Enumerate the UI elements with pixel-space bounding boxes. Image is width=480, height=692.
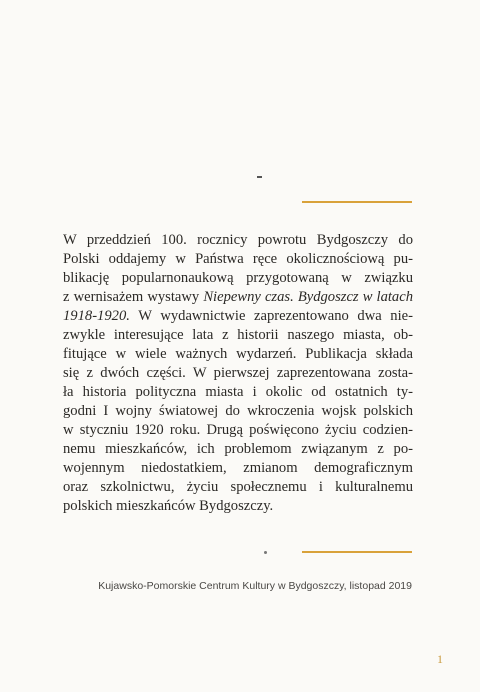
body-line: się z dwóch części. W pierwszej zaprezentowana zosta- <box>63 365 413 381</box>
body-line: nemu mieszkańców, ich problemom związanym z po- <box>63 441 413 457</box>
body-line: polskich mieszkańców Bydgoszczy. <box>63 498 274 514</box>
print-speck <box>264 551 267 554</box>
body-line: ła historia polityczna miasta i okolic od ostatnich ty- <box>63 384 413 400</box>
body-line-text: z wernisażem wystawy <box>63 289 204 305</box>
print-speck <box>257 176 262 178</box>
body-line: Polski oddajemy w Państwa ręce okolicznościową pu- <box>63 251 413 267</box>
body-line: blikację popularnonaukową przygotowaną w związku <box>63 270 413 286</box>
body-line: zwykle interesujące lata z historii naszego miasta, ob- <box>63 327 413 343</box>
body-line: w styczniu 1920 roku. Drugą poświęcono życiu codzien- <box>63 422 413 438</box>
exhibition-title-years: 1918-1920. <box>63 308 130 324</box>
bottom-divider <box>302 551 412 553</box>
body-line: fitujące w wiele ważnych wydarzeń. Publikacja składa <box>63 346 413 362</box>
body-line: godni I wojny światowej do wkroczenia wojsk polskich <box>63 403 413 419</box>
publisher-credit: Kujawsko-Pomorskie Centrum Kultury w Bydgoszczy, listopad 2019 <box>98 580 412 592</box>
body-paragraph <box>63 231 413 516</box>
body-line <box>63 307 413 326</box>
body-line: oraz szkolnictwu, życiu społecznemu i kulturalnemu <box>63 479 413 495</box>
top-divider <box>302 201 412 203</box>
body-line: wojennym niedostatkiem, zmianom demograficznym <box>63 460 413 476</box>
body-line-text: W wydawnictwie zaprezentowano dwa nie- <box>129 308 413 324</box>
body-line: W przeddzień 100. rocznicy powrotu Bydgoszczy do <box>63 232 413 248</box>
page-number: 1 <box>437 652 443 666</box>
exhibition-title: Niepewny czas. Bydgoszcz w latach <box>203 289 413 305</box>
body-line <box>63 288 413 307</box>
